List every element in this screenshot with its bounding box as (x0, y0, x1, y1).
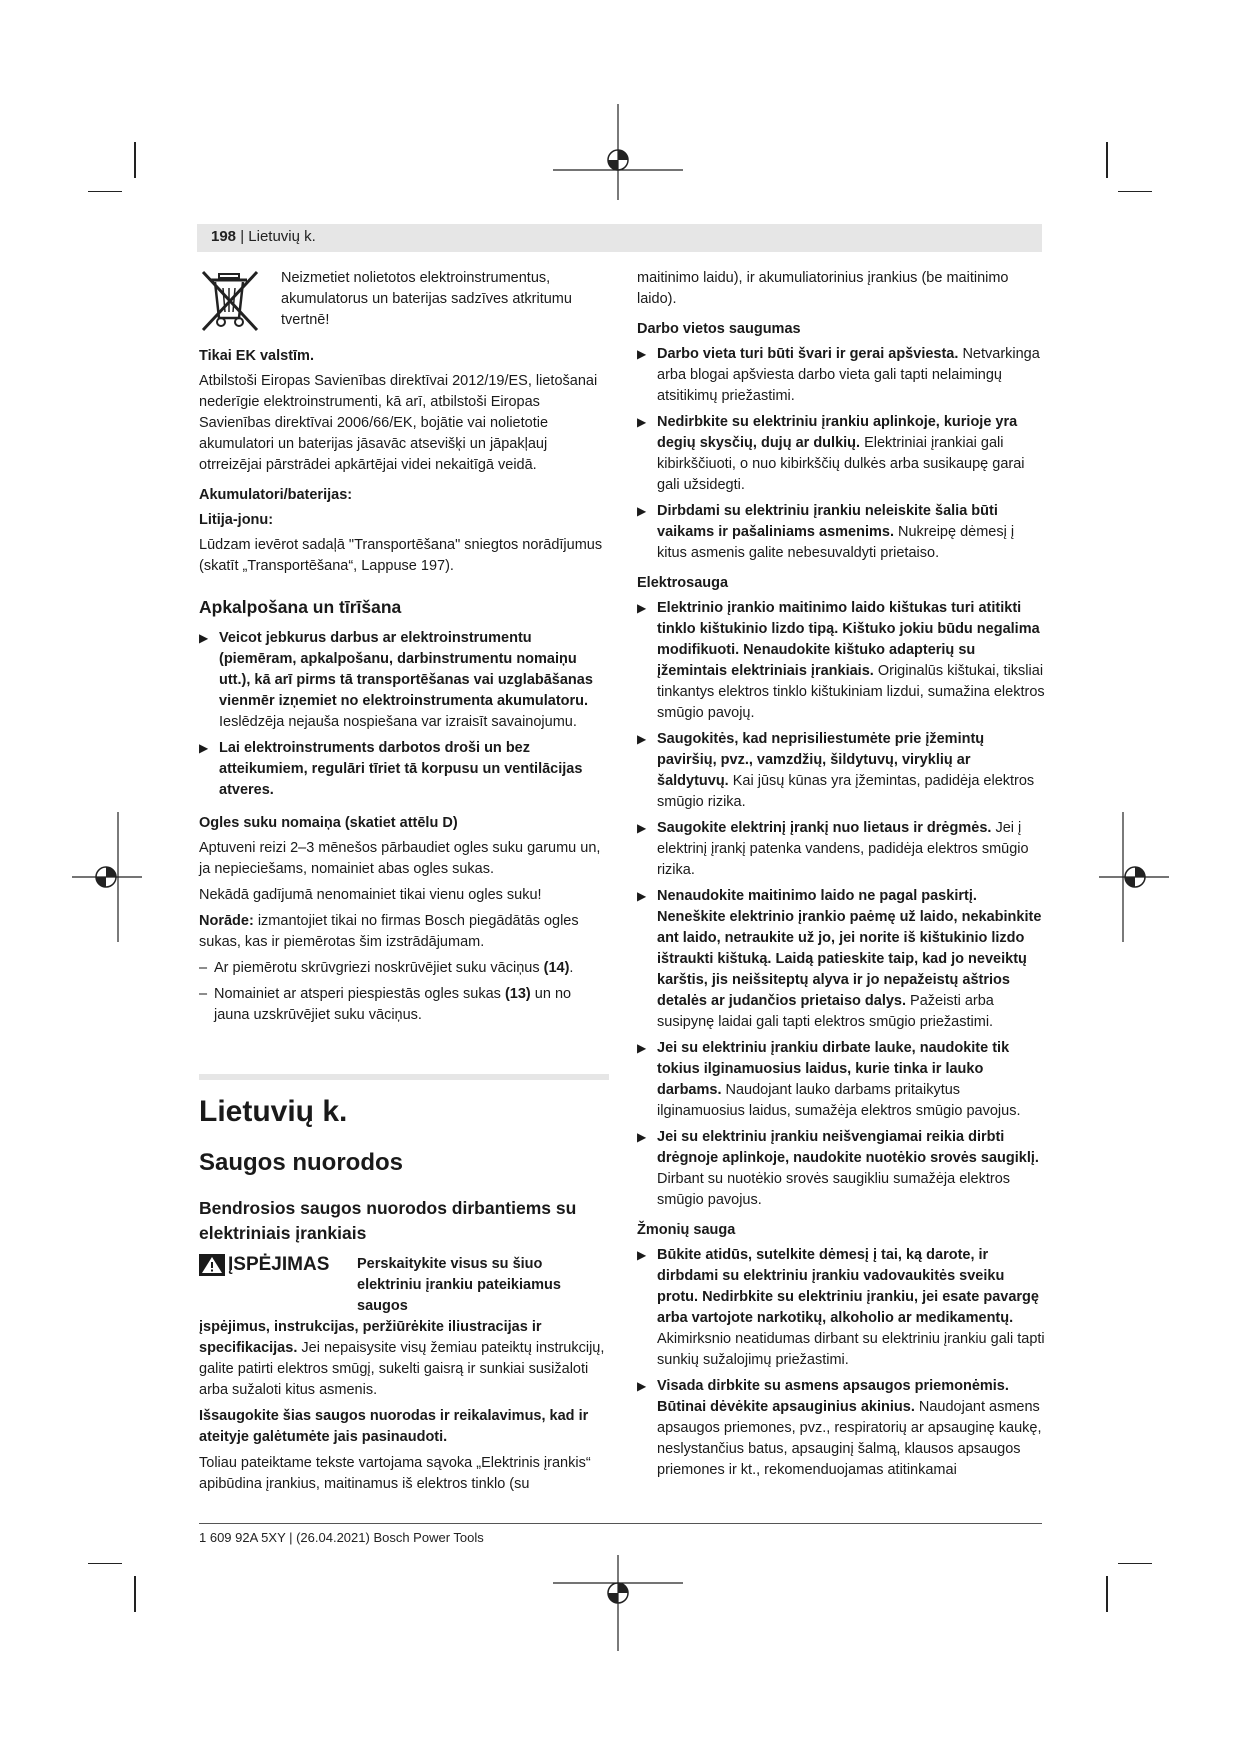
bullet-item (199, 738, 609, 801)
dash-symbol: – (199, 986, 208, 1002)
eu-heading: Tikai EK valstīm. (199, 348, 314, 364)
page-header (211, 228, 316, 245)
bullet-text: Akimirksnio neatidumas dirbant su elektriniu įrankiu gali tapti sunkių sužalojimų priežastimi. (657, 1331, 1045, 1368)
crop-mark (1106, 142, 1108, 178)
dash-symbol: – (199, 960, 208, 976)
bullet-bold-text: Veicot jebkurus darbus ar elektroinstrumentu (piemēram, apkalpošanu, darbinstrumentu nomaiņu utt.), kā arī pirms tā transportēšanas vai uzglabāšanas vienmēr izņemiet no elektroinstrumenta akumulatoru. (219, 630, 593, 709)
bullet-item (637, 412, 1046, 496)
registration-mark-icon (553, 104, 683, 200)
bullet-bold-text: Darbo vieta turi būti švari ir gerai apšviesta. (657, 346, 959, 362)
bullet-icon: ▶ (637, 889, 647, 903)
bullet-text: Originalūs kištukai, tiksliai tinkantys elektros tinklo kištukiniam lizdui, sumažina elektros smūgio pavojų. (657, 663, 1045, 721)
page-number: 198 (211, 228, 237, 245)
bullet-item (637, 1038, 1046, 1122)
bullet-icon: ▶ (637, 732, 647, 746)
bullet-icon: ▶ (199, 741, 209, 755)
brush-paragraph: Aptuveni reizi 2–3 mēnešos pārbaudiet ogles suku garumu un, ja nepieciešams, nomainiet abas ogles sukas. (199, 840, 601, 877)
bullet-bold-text: Saugokite elektrinį įrankį nuo lietaus ir drėgmės. (657, 820, 992, 836)
bullet-icon: ▶ (637, 347, 647, 361)
dash-text: Nomainiet ar atsperi piespiestās ogles sukas (214, 986, 501, 1002)
crop-mark (88, 1563, 122, 1564)
crop-mark (1106, 1576, 1108, 1612)
bullet-text: Elektriniai įrankiai gali kibirkščiuoti, o nuo kibirkščių dulkės arba susikaupę garai gali užsidegti. (657, 435, 1025, 493)
brush-heading: Ogles suku nomaiņa (skatiet attēlu D) (199, 815, 458, 831)
term-definition-text: Toliau pateiktame tekste vartojama sąvoka „Elektrinis įrankis“ apibūdina įrankius, maitinamus iš elektros tinklo (su (199, 1455, 591, 1492)
bullet-icon: ▶ (637, 821, 647, 835)
dash-text: Ar piemērotu skrūvgriezi noskrūvējiet suku vāciņus (214, 960, 540, 976)
warning-triangle-icon (199, 1254, 225, 1276)
lithium-text: Lūdzam ievērot sadaļā "Transportēšana" sniegtos norādījumus (skatīt „Transportēšana“, Lappuse 197). (199, 537, 603, 574)
header-language: Lietuvių k. (248, 228, 316, 245)
dash-end: . (569, 960, 574, 976)
electrical-heading: Elektrosauga (637, 575, 729, 591)
bullet-bold-text: Jei su elektriniu įrankiu dirbate lauke, naudokite tik tokius ilginamuosius laidus, kurie tinka ir lauko darbams. (657, 1040, 1010, 1098)
crop-mark (134, 142, 136, 178)
keep-instructions-text: Išsaugokite šias saugos nuorodas ir reikalavimus, kad ir ateityje galėtumėte jais pasinaudoti. (199, 1408, 589, 1445)
crossed-bin-icon (199, 268, 263, 334)
bullet-icon: ▶ (637, 415, 647, 429)
bullet-item (637, 1245, 1046, 1371)
warning-block (199, 1254, 609, 1317)
page-header-bar (197, 224, 1042, 252)
dash-item (199, 984, 609, 1026)
general-safety-title: Bendrosios saugos nuorodos dirbantiems su elektriniais įrankiais (199, 1198, 577, 1243)
bullet-bold-text: Elektrinio įrankio maitinimo laido kištukas turi atitikti tinklo kištukinio lizdo tipą. Kištuko jokiu būdu negalima modifikuoti. Nenaudokite kištuko adapterių su įžemintais elektriniais įrankiais. (657, 600, 1040, 679)
bullet-item (637, 501, 1046, 564)
crop-mark (1118, 1563, 1152, 1564)
header-separator: | (240, 228, 245, 245)
page-footer: 1 609 92A 5XY | (26.04.2021) Bosch Power Tools (199, 1530, 484, 1545)
note-label: Norāde: (199, 913, 254, 929)
bullet-item (637, 1376, 1046, 1481)
bullet-text: Jei į elektrinį įrankį patenka vandens, padidėja elektros smūgio rizika. (657, 820, 1029, 878)
warning-label: ĮSPĖJIMAS (228, 1254, 330, 1275)
safety-title: Saugos nuorodos (199, 1149, 403, 1176)
brush-paragraph: Nekādā gadījumā nenomainiet tikai vienu ogles suku! (199, 887, 542, 903)
dash-end: un no jauna uzskrūvējiet suku vāciņus. (214, 986, 572, 1023)
bullet-icon: ▶ (637, 1248, 647, 1262)
bullet-icon: ▶ (637, 504, 647, 518)
bullet-bold-text: Dirbdami su elektriniu įrankiu neleiskite šalia būti vaikams ir pašaliniams asmenims. (657, 503, 998, 540)
registration-mark-icon (72, 812, 142, 942)
warning-bold-lead: Perskaitykite visus su šiuo elektriniu įrankiu pateikiamus saugos (357, 1256, 561, 1314)
bullet-text: Nukreipę dėmesį į kitus asmenis galite nebesuvaldyti prietaiso. (657, 524, 1015, 561)
left-column (199, 268, 609, 1500)
warning-text: Jei nepaisysite visų žemiau pateiktų instrukcijų, galite patirti elektros smūgį, sukelti gaisrą ir sunkiai susižaloti arba sužaloti kitus asmenis. (199, 1340, 605, 1398)
bullet-item (637, 818, 1046, 881)
bullet-item (637, 598, 1046, 724)
right-column (637, 268, 1046, 1486)
eu-text: Atbilstoši Eiropas Savienības direktīvai 2012/19/ES, lietošanai nederīgie elektroinstrumenti, kā arī, atbilstoši Eiropas Savienības direktīvai 2006/66/EK, bojātie vai nolietotie akumulatori un baterijas jāsavāc atsevišķi un jāpakļauj otrreizējai pārstrādei apkārtējai videi nekaitīgā veidā. (199, 373, 598, 473)
bullet-text: Dirbant su nuotėkio srovės saugikliu sumažėja elektros smūgio pavojus. (657, 1171, 1011, 1208)
bullet-item (199, 628, 609, 733)
bullet-item (637, 886, 1046, 1033)
bullet-icon: ▶ (637, 1041, 647, 1055)
batteries-heading: Akumulatori/baterijas: (199, 487, 353, 503)
continued-text: maitinimo laidu), ir akumuliatorinius įrankius (be maitinimo laido). (637, 270, 1009, 307)
weee-notice (199, 268, 609, 336)
bullet-icon: ▶ (637, 1130, 647, 1144)
bullet-text: Pažeisti arba susipynę laidai gali tapti elektros smūgio priežastimi. (657, 993, 994, 1030)
bullet-text: Kai jūsų kūnas yra įžemintas, padidėja elektros smūgio rizika. (657, 773, 1035, 810)
bullet-item (637, 1127, 1046, 1211)
bullet-bold-text: Visada dirbkite su asmens apsaugos priemonėmis. Būtinai dėvėkite apsauginius akinius. (657, 1378, 1009, 1415)
section-divider (199, 1074, 609, 1080)
bullet-text: Naudojant asmens apsaugos priemones, pvz., respiratorių ar apsauginę kaukę, neslystančius batus, apsauginį šalmą, klausos apsaugos priemones ir kt., rekomenduojamas atitinkamai (657, 1399, 1042, 1478)
bullet-item (637, 344, 1046, 407)
dash-item (199, 958, 609, 979)
weee-text: Neizmetiet nolietotos elektroinstrumentus, akumulatorus un baterijas sadzīves atkritumu tvertnē! (281, 270, 572, 328)
language-title: Lietuvių k. (199, 1095, 348, 1128)
bullet-icon: ▶ (637, 601, 647, 615)
bullet-text: Naudojant lauko darbams pritaikytus ilginamuosius laidus, sumažėja elektros smūgio pavojus. (657, 1082, 1021, 1119)
bullet-bold-text: Nenaudokite maitinimo laido ne pagal paskirtį. Neneškite elektrinio įrankio paėmę už laido, nekabinkite ant laido, netraukite už jo, jei norite iš kištukinio lizdo ištraukti kištuką. Laidą patieskite taip, kad jo neveiktų karštis, jis neišsiteptų alyva ir jo nepažeistų aštrios detalės ar judančios prietaiso dalys. (657, 888, 1042, 1009)
bullet-bold-text: Būkite atidūs, sutelkite dėmesį į tai, ką darote, ir dirbdami su elektriniu įrankiu vadovaukitės sveiku protu. Nedirbkite su elektriniu įrankiu, jei esate pavargę arba vartojote narkotikų, alkoholio ar medikamentų. (657, 1247, 1039, 1326)
warning-paragraph (199, 1317, 609, 1401)
bullet-text: Netvarkinga arba blogai apšviesta darbo vieta gali tapti nelaimingų atsitikimų priežastimi. (657, 346, 1040, 404)
work-area-heading: Darbo vietos saugumas (637, 321, 801, 337)
bullet-bold-text: Nedirbkite su elektriniu įrankiu aplinkoje, kurioje yra degių skysčių, dujų ar dulkių. (657, 414, 1018, 451)
warning-bold-text: įspėjimus, instrukcijas, peržiūrėkite iliustracijas ir specifikacijas. (199, 1319, 542, 1356)
part-reference: (14) (543, 960, 570, 976)
registration-mark-icon (553, 1555, 683, 1651)
part-reference: (13) (504, 986, 531, 1002)
personal-safety-heading: Žmonių sauga (637, 1222, 736, 1238)
registration-mark-icon (1099, 812, 1169, 942)
warning-badge (199, 1254, 357, 1276)
note-paragraph (199, 911, 609, 953)
footer-rule (199, 1523, 1042, 1524)
bullet-icon: ▶ (637, 1379, 647, 1393)
bullet-icon: ▶ (199, 631, 209, 645)
crop-mark (88, 191, 122, 192)
crop-mark (1118, 191, 1152, 192)
bullet-bold-text: Lai elektroinstruments darbotos droši un bez atteikumiem, regulāri tīriet tā korpusu un ventilācijas atveres. (219, 740, 583, 798)
bullet-bold-text: Jei su elektriniu įrankiu neišvengiamai reikia dirbti drėgnoje aplinkoje, naudokite nuotėkio srovės saugiklį. (657, 1129, 1039, 1166)
crop-mark (134, 1576, 136, 1612)
bullet-item (637, 729, 1046, 813)
bullet-bold-text: Saugokitės, kad neprisiliestumėte prie įžemintų paviršių, pvz., vamzdžių, šildytuvų, viryklių ar šaldytuvų. (657, 731, 985, 789)
lithium-heading: Litija-jonu: (199, 512, 274, 528)
maintenance-heading: Apkalpošana un tīrīšana (199, 597, 402, 617)
note-text: izmantojiet tikai no firmas Bosch piegādātās ogles sukas, kas ir piemērotas šim izstrādājumam. (199, 913, 579, 950)
bullet-text: Ieslēdzēja nejauša nospiešana var izraisīt savainojumu. (219, 714, 577, 730)
